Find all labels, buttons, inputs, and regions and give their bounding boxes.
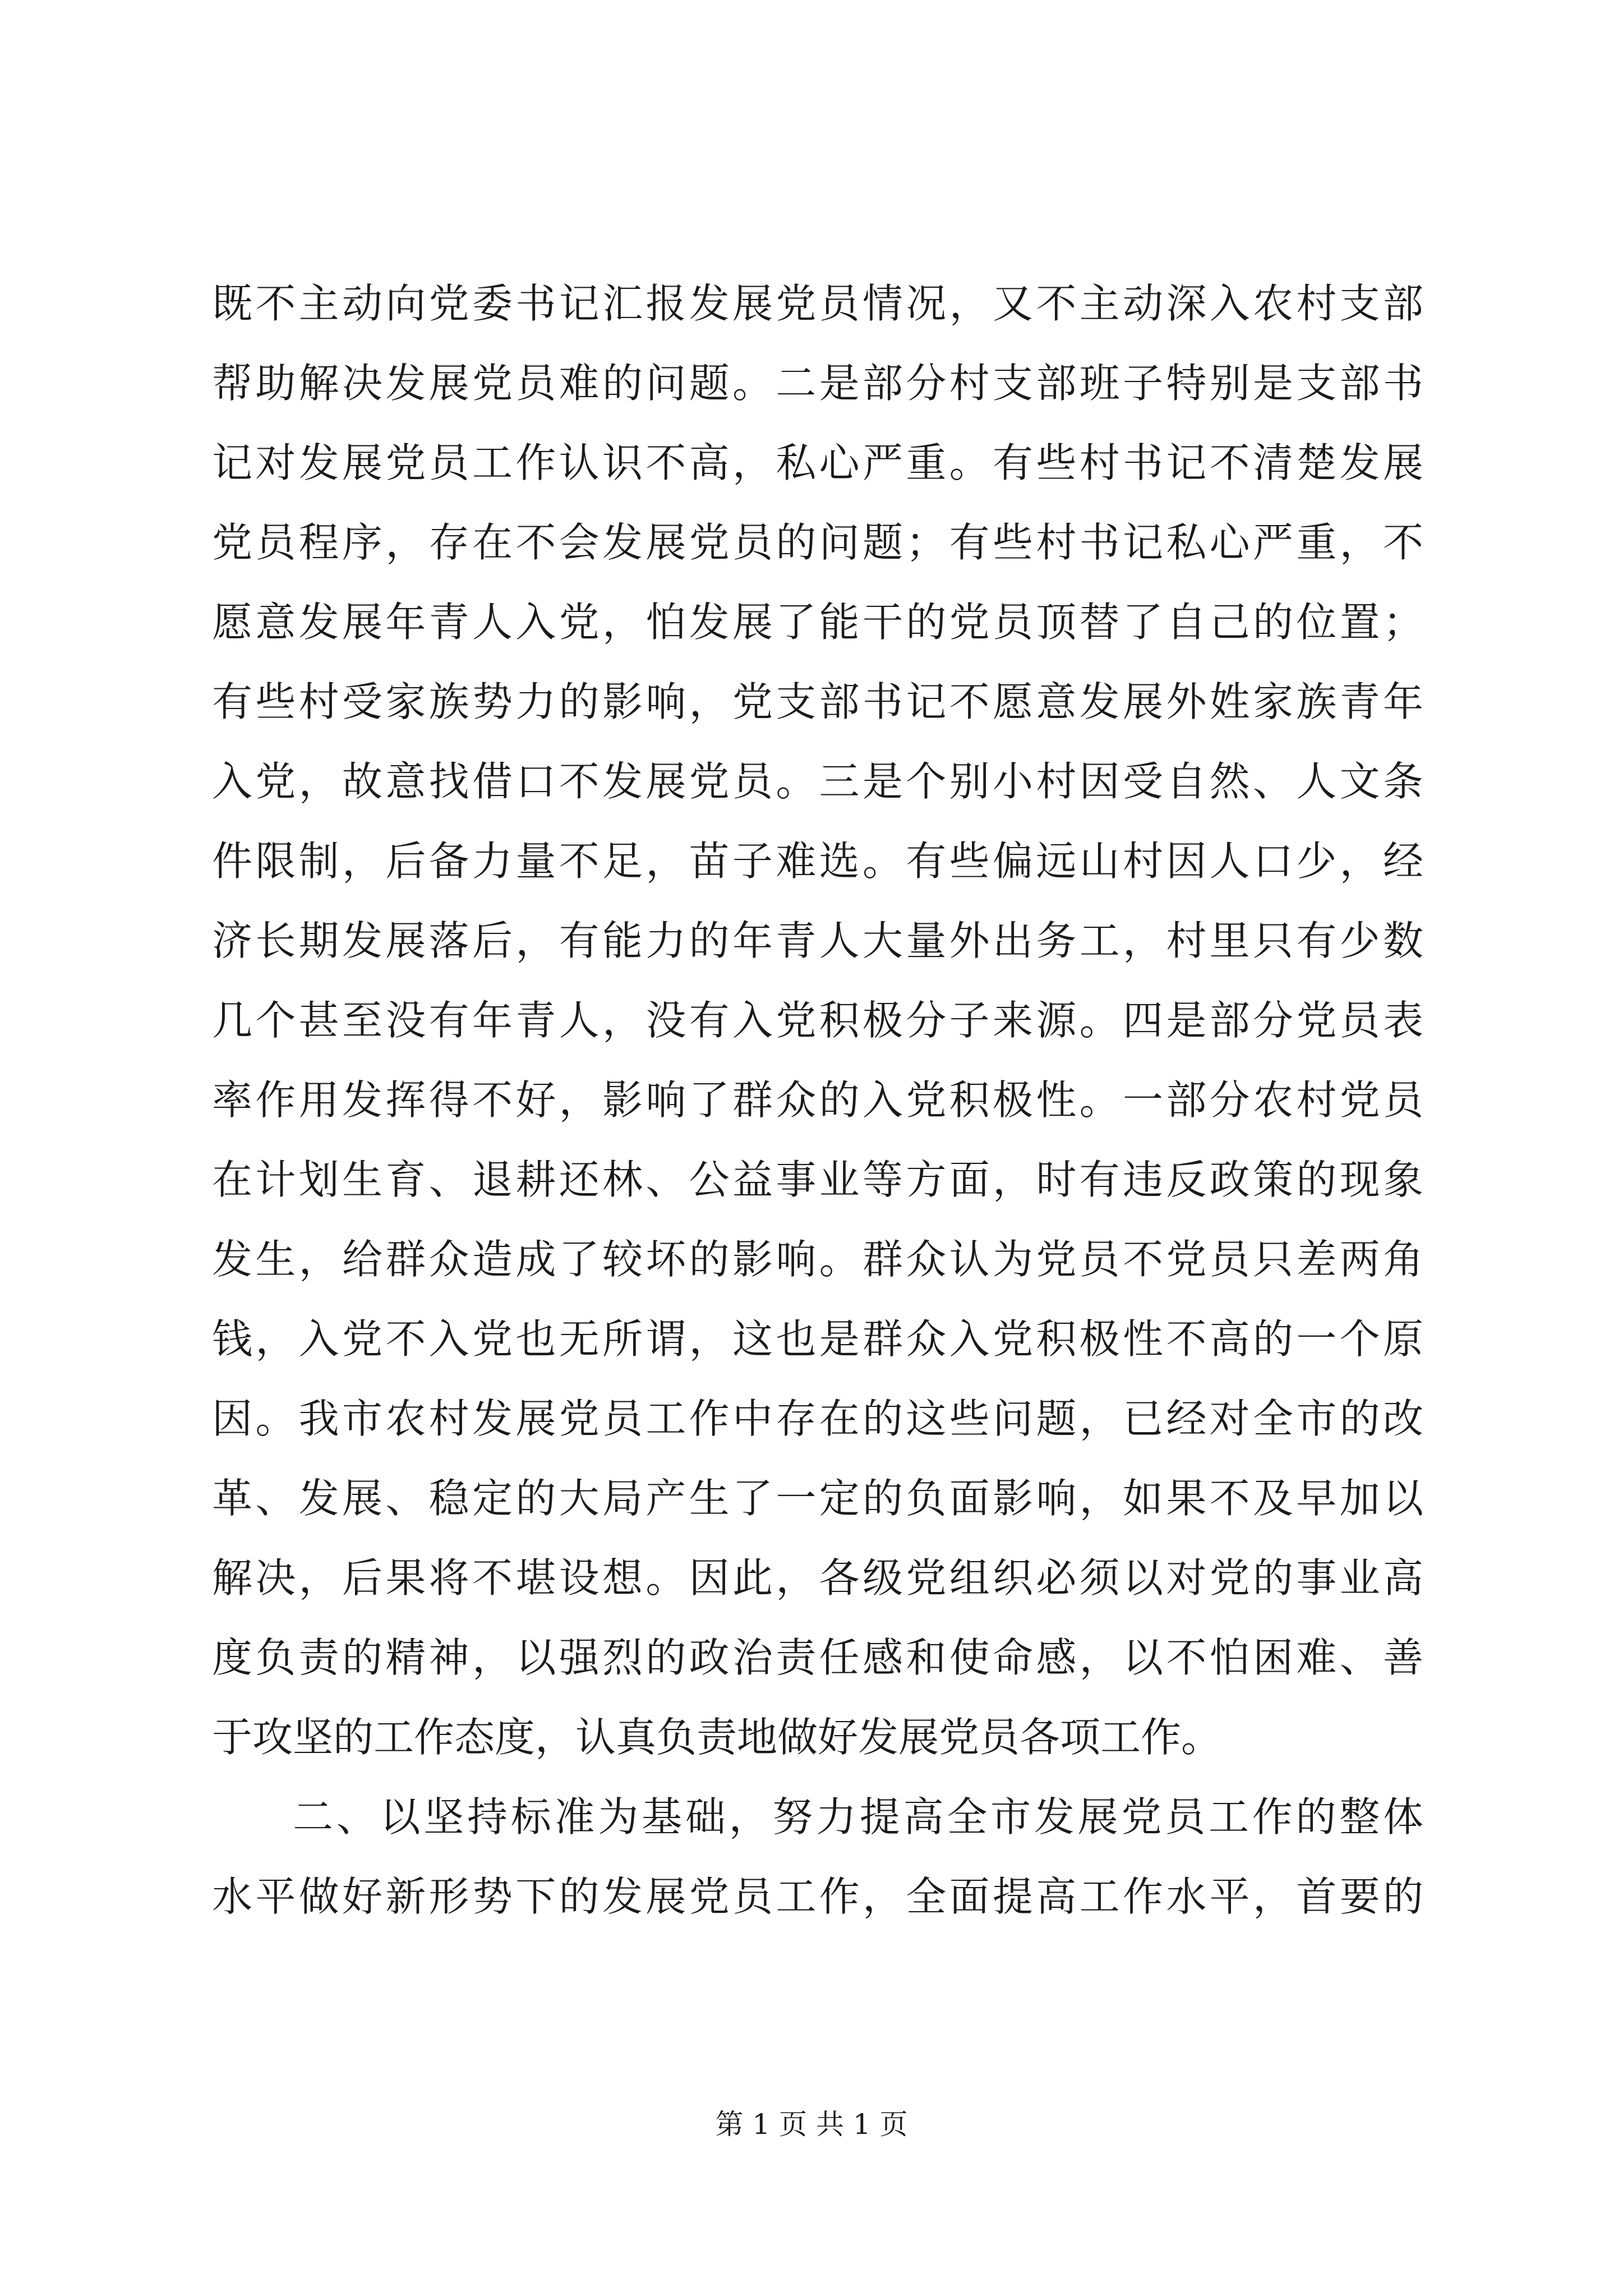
text-line-1: 既不主动向党委书记汇报发展党员情况，又不主动深入农村支部	[212, 280, 1423, 327]
text-line-9: 济长期发展落后，有能力的年青人大量外出务工，村里只有少数	[212, 917, 1423, 964]
text-line-21: 水平做好新形势下的发展党员工作，全面提高工作水平，首要的	[212, 1873, 1423, 1920]
text-line-5: 愿意发展年青人入党，怕发展了能干的党员顶替了自己的位置；	[212, 599, 1423, 646]
text-line-13: 发生，给群众造成了较坏的影响。群众认为党员不党员只差两角	[212, 1236, 1423, 1283]
text-line-4: 党员程序，存在不会发展党员的问题；有些村书记私心严重，不	[212, 519, 1423, 566]
text-line-17: 解决，后果将不堪设想。因此，各级党组织必须以对党的事业高	[212, 1554, 1423, 1602]
text-line-12: 在计划生育、退耕还林、公益事业等方面，时有违反政策的现象	[212, 1156, 1423, 1203]
text-line-10: 几个甚至没有年青人，没有入党积极分子来源。四是部分党员表	[212, 997, 1423, 1044]
text-line-2: 帮助解决发展党员难的问题。二是部分村支部班子特别是支部书	[212, 360, 1423, 407]
text-line-14: 钱，入党不入党也无所谓，这也是群众入党积极性不高的一个原	[212, 1315, 1423, 1363]
text-line-3: 记对发展党员工作认识不高，私心严重。有些村书记不清楚发展	[212, 439, 1423, 486]
body-text	[212, 264, 1423, 1936]
text-line-19: 于攻坚的工作态度，认真负责地做好发展党员各项工作。	[212, 1714, 1222, 1761]
section-heading-line: 二、以坚持标准为基础，努力提高全市发展党员工作的整体	[293, 1793, 1423, 1841]
text-line-15: 因。我市农村发展党员工作中存在的这些问题，已经对全市的改	[212, 1395, 1423, 1442]
page-footer: 第 1 页 共 1 页	[715, 2108, 908, 2141]
text-line-16: 革、发展、稳定的大局产生了一定的负面影响，如果不及早加以	[212, 1475, 1423, 1522]
text-line-11: 率作用发挥得不好，影响了群众的入党积极性。一部分农村党员	[212, 1076, 1423, 1124]
text-line-6: 有些村受家族势力的影响，党支部书记不愿意发展外姓家族青年	[212, 678, 1423, 725]
text-line-8: 件限制，后备力量不足，苗子难选。有些偏远山村因人口少，经	[212, 838, 1423, 885]
text-line-18: 度负责的精神，以强烈的政治责任感和使命感，以不怕困难、善	[212, 1634, 1423, 1681]
text-line-7: 入党，故意找借口不发展党员。三是个别小村因受自然、人文条	[212, 758, 1423, 805]
